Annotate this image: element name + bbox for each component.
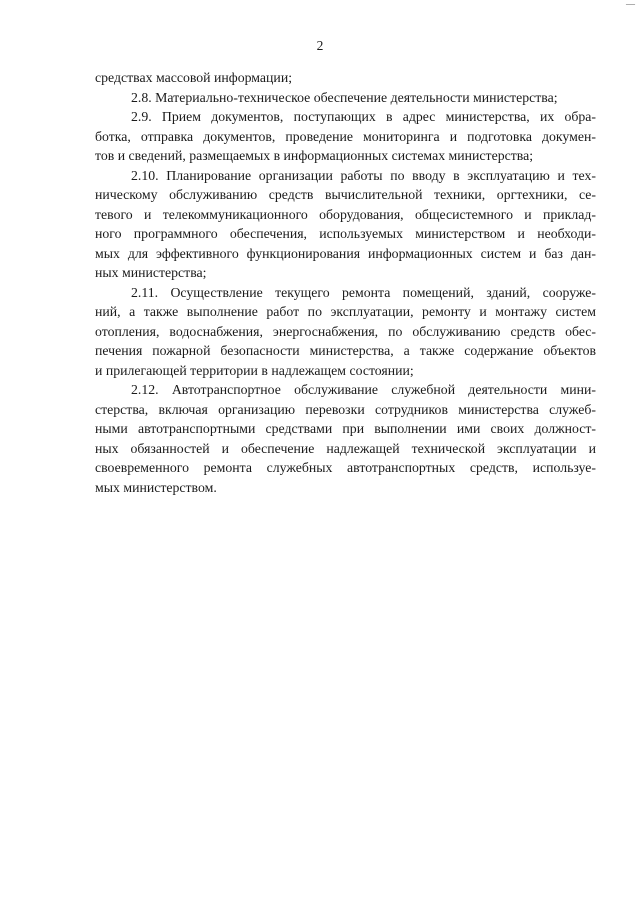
text-line: ботка, отправка документов, проведение мониторинга и подготовка докумен- xyxy=(95,128,596,144)
paragraph-2-10 xyxy=(95,166,596,283)
text-line: 2.10. Планирование организации работы по вводу в эксплуатацию и тех- xyxy=(131,167,596,183)
paragraph-2-12 xyxy=(95,380,596,497)
corner-mark: — xyxy=(626,0,636,9)
text-line: ных обязанностей и обеспечение надлежащей технической эксплуатации и xyxy=(95,440,596,456)
paragraph xyxy=(95,68,596,88)
page-number: 2 xyxy=(316,38,324,53)
text-line: стерства, включая организацию перевозки сотрудников министерства служеб- xyxy=(95,401,596,417)
document-body xyxy=(95,68,596,497)
text-line: ных министерства; xyxy=(95,265,207,280)
text-line: тевого и телекоммуникационного оборудования, общесистемного и приклад- xyxy=(95,206,596,222)
text-line: 2.11. Осуществление текущего ремонта помещений, зданий, сооруже- xyxy=(131,284,596,300)
text-line: отопления, водоснабжения, энергоснабжения, по обслуживанию средств обес- xyxy=(95,323,596,339)
text-line: средствах массовой информации; xyxy=(95,70,293,85)
text-line: ний, а также выполнение работ по эксплуатации, ремонту и монтажу систем xyxy=(95,304,596,319)
paragraph-2-11 xyxy=(95,283,596,381)
text-line: ными автотранспортными средствами при выполнении ими своих должност- xyxy=(95,421,596,436)
text-line: печения пожарной безопасности министерства, а также содержание объектов xyxy=(95,343,596,358)
text-line: 2.12. Автотранспортное обслуживание служебной деятельности мини- xyxy=(131,382,596,397)
text-line: 2.9. Прием документов, поступающих в адрес министерства, их обра- xyxy=(131,109,596,124)
paragraph-2-8 xyxy=(95,88,596,108)
text-line: ного программного обеспечения, используемых министерством и необходи- xyxy=(95,226,596,241)
paragraph-2-9 xyxy=(95,107,596,166)
text-line: тов и сведений, размещаемых в информационных системах министерства; xyxy=(95,148,534,163)
text-line: своевременного ремонта служебных автотранспортных средств, используе- xyxy=(95,460,596,475)
text-line: мых для эффективного функционирования информационных систем и баз дан- xyxy=(95,245,596,261)
text-line: 2.8. Материально-техническое обеспечение деятельности министерства; xyxy=(131,89,558,105)
text-line: и прилегающей территории в надлежащем состоянии; xyxy=(95,362,414,378)
text-line: мых министерством. xyxy=(95,479,217,495)
text-line: ническому обслуживанию средств вычислительной техники, оргтехники, се- xyxy=(95,187,596,202)
